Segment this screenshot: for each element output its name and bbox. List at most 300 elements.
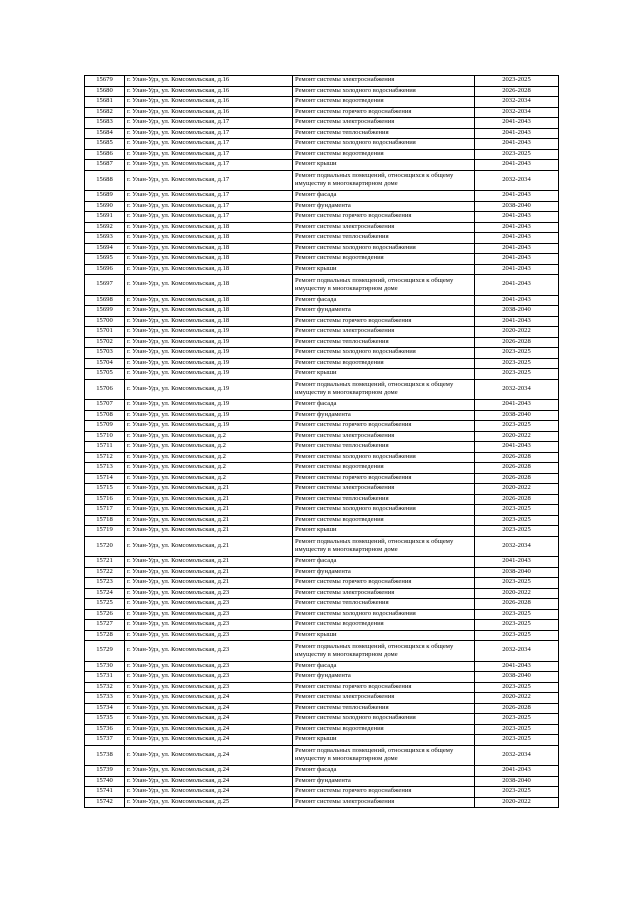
years-cell: 2026-2028 <box>475 473 559 484</box>
row-number-cell: 15713 <box>85 463 125 474</box>
table-row <box>85 578 559 589</box>
address-cell: г. Улан-Удэ, ул. Комсомольская, д.21 <box>125 557 293 568</box>
work-type-cell: Ремонт фундамента <box>293 776 475 787</box>
row-number-cell: 15740 <box>85 776 125 787</box>
address-cell: г. Улан-Удэ, ул. Комсомольская, д.21 <box>125 578 293 589</box>
row-number-cell: 15728 <box>85 630 125 641</box>
years-cell: 2041-2043 <box>475 275 559 296</box>
table-row <box>85 620 559 631</box>
table-row <box>85 442 559 453</box>
work-type-cell: Ремонт системы электроснабжения <box>293 118 475 129</box>
years-cell: 2020-2022 <box>475 431 559 442</box>
work-type-cell: Ремонт крыши <box>293 526 475 537</box>
address-cell: г. Улан-Удэ, ул. Комсомольская, д.2 <box>125 442 293 453</box>
row-number-cell: 15738 <box>85 745 125 766</box>
work-type-cell: Ремонт подвальных помещений, относящихся к общему имуществу в многоквартирном доме <box>293 170 475 191</box>
years-cell: 2041-2043 <box>475 160 559 171</box>
work-type-cell: Ремонт системы горячего водоснабжения <box>293 473 475 484</box>
table-row <box>85 494 559 505</box>
work-type-cell: Ремонт системы теплоснабжения <box>293 442 475 453</box>
address-cell: г. Улан-Удэ, ул. Комсомольская, д.19 <box>125 337 293 348</box>
table-row <box>85 86 559 97</box>
table-row <box>85 212 559 223</box>
years-cell: 2023-2025 <box>475 505 559 516</box>
row-number-cell: 15712 <box>85 452 125 463</box>
address-cell: г. Улан-Удэ, ул. Комсомольская, д.23 <box>125 682 293 693</box>
work-type-cell: Ремонт системы теплоснабжения <box>293 337 475 348</box>
row-number-cell: 15721 <box>85 557 125 568</box>
row-number-cell: 15696 <box>85 264 125 275</box>
work-type-cell: Ремонт системы теплоснабжения <box>293 703 475 714</box>
row-number-cell: 15733 <box>85 693 125 704</box>
address-cell: г. Улан-Удэ, ул. Комсомольская, д.23 <box>125 672 293 683</box>
years-cell: 2023-2025 <box>475 714 559 725</box>
address-cell: г. Улан-Удэ, ул. Комсомольская, д.24 <box>125 745 293 766</box>
table-row <box>85 557 559 568</box>
address-cell: г. Улан-Удэ, ул. Комсомольская, д.18 <box>125 243 293 254</box>
work-type-cell: Ремонт подвальных помещений, относящихся к общему имуществу в многоквартирном доме <box>293 379 475 400</box>
work-type-cell: Ремонт фундамента <box>293 672 475 683</box>
table-row <box>85 473 559 484</box>
table-row <box>85 431 559 442</box>
work-type-cell: Ремонт подвальных помещений, относящихся к общему имуществу в многоквартирном доме <box>293 641 475 662</box>
row-number-cell: 15705 <box>85 369 125 380</box>
work-type-cell: Ремонт фундамента <box>293 201 475 212</box>
row-number-cell: 15711 <box>85 442 125 453</box>
table-row <box>85 609 559 620</box>
row-number-cell: 15684 <box>85 128 125 139</box>
work-type-cell: Ремонт системы горячего водоснабжения <box>293 421 475 432</box>
address-cell: г. Улан-Удэ, ул. Комсомольская, д.21 <box>125 515 293 526</box>
table-row <box>85 107 559 118</box>
years-cell: 2041-2043 <box>475 128 559 139</box>
row-number-cell: 15714 <box>85 473 125 484</box>
table-row <box>85 484 559 495</box>
address-cell: г. Улан-Удэ, ул. Комсомольская, д.21 <box>125 505 293 516</box>
years-cell: 2023-2025 <box>475 421 559 432</box>
table-row <box>85 766 559 777</box>
row-number-cell: 15722 <box>85 567 125 578</box>
row-number-cell: 15698 <box>85 295 125 306</box>
years-cell: 2041-2043 <box>475 442 559 453</box>
row-number-cell: 15702 <box>85 337 125 348</box>
row-number-cell: 15736 <box>85 724 125 735</box>
years-cell: 2041-2043 <box>475 212 559 223</box>
row-number-cell: 15719 <box>85 526 125 537</box>
years-cell: 2032-2034 <box>475 170 559 191</box>
work-type-cell: Ремонт системы водоотведения <box>293 149 475 160</box>
years-cell: 2041-2043 <box>475 233 559 244</box>
years-cell: 2041-2043 <box>475 243 559 254</box>
row-number-cell: 15682 <box>85 107 125 118</box>
address-cell: г. Улан-Удэ, ул. Комсомольская, д.2 <box>125 473 293 484</box>
address-cell: г. Улан-Удэ, ул. Комсомольская, д.19 <box>125 369 293 380</box>
row-number-cell: 15695 <box>85 254 125 265</box>
work-type-cell: Ремонт фасада <box>293 557 475 568</box>
row-number-cell: 15693 <box>85 233 125 244</box>
work-type-cell: Ремонт системы холодного водоснабжения <box>293 609 475 620</box>
years-cell: 2020-2022 <box>475 327 559 338</box>
address-cell: г. Улан-Удэ, ул. Комсомольская, д.24 <box>125 724 293 735</box>
years-cell: 2041-2043 <box>475 191 559 202</box>
years-cell: 2041-2043 <box>475 557 559 568</box>
address-cell: г. Улан-Удэ, ул. Комсомольская, д.17 <box>125 191 293 202</box>
row-number-cell: 15699 <box>85 306 125 317</box>
work-type-cell: Ремонт системы холодного водоснабжения <box>293 348 475 359</box>
address-cell: г. Улан-Удэ, ул. Комсомольская, д.17 <box>125 170 293 191</box>
address-cell: г. Улан-Удэ, ул. Комсомольская, д.18 <box>125 295 293 306</box>
table-row <box>85 682 559 693</box>
row-number-cell: 15716 <box>85 494 125 505</box>
work-type-cell: Ремонт фундамента <box>293 306 475 317</box>
row-number-cell: 15729 <box>85 641 125 662</box>
years-cell: 2023-2025 <box>475 724 559 735</box>
address-cell: г. Улан-Удэ, ул. Комсомольская, д.23 <box>125 630 293 641</box>
work-type-cell: Ремонт системы горячего водоснабжения <box>293 682 475 693</box>
table-body <box>85 76 559 808</box>
work-type-cell: Ремонт подвальных помещений, относящихся к общему имуществу в многоквартирном доме <box>293 536 475 557</box>
row-number-cell: 15687 <box>85 160 125 171</box>
work-type-cell: Ремонт системы водоотведения <box>293 254 475 265</box>
address-cell: г. Улан-Удэ, ул. Комсомольская, д.18 <box>125 254 293 265</box>
table-row <box>85 369 559 380</box>
row-number-cell: 15730 <box>85 661 125 672</box>
table-row <box>85 703 559 714</box>
work-type-cell: Ремонт системы теплоснабжения <box>293 233 475 244</box>
table-row <box>85 599 559 610</box>
years-cell: 2026-2028 <box>475 337 559 348</box>
table-row <box>85 452 559 463</box>
table-row <box>85 536 559 557</box>
years-cell: 2023-2025 <box>475 787 559 798</box>
table-row <box>85 505 559 516</box>
years-cell: 2026-2028 <box>475 463 559 474</box>
work-type-cell: Ремонт системы водоотведения <box>293 463 475 474</box>
table-row <box>85 661 559 672</box>
work-type-cell: Ремонт системы электроснабжения <box>293 588 475 599</box>
address-cell: г. Улан-Удэ, ул. Комсомольская, д.23 <box>125 588 293 599</box>
work-type-cell: Ремонт системы холодного водоснабжения <box>293 139 475 150</box>
years-cell: 2041-2043 <box>475 264 559 275</box>
years-cell: 2041-2043 <box>475 316 559 327</box>
row-number-cell: 15686 <box>85 149 125 160</box>
table-row <box>85 379 559 400</box>
table-row <box>85 327 559 338</box>
address-cell: г. Улан-Удэ, ул. Комсомольская, д.23 <box>125 609 293 620</box>
address-cell: г. Улан-Удэ, ул. Комсомольская, д.24 <box>125 693 293 704</box>
table-row <box>85 693 559 704</box>
address-cell: г. Улан-Удэ, ул. Комсомольская, д.21 <box>125 526 293 537</box>
work-type-cell: Ремонт крыши <box>293 160 475 171</box>
row-number-cell: 15737 <box>85 735 125 746</box>
work-type-cell: Ремонт крыши <box>293 735 475 746</box>
years-cell: 2023-2025 <box>475 149 559 160</box>
table-row <box>85 672 559 683</box>
years-cell: 2020-2022 <box>475 797 559 808</box>
address-cell: г. Улан-Удэ, ул. Комсомольская, д.2 <box>125 463 293 474</box>
row-number-cell: 15680 <box>85 86 125 97</box>
table-row <box>85 787 559 798</box>
years-cell: 2032-2034 <box>475 536 559 557</box>
table-row <box>85 160 559 171</box>
work-type-cell: Ремонт системы электроснабжения <box>293 327 475 338</box>
address-cell: г. Улан-Удэ, ул. Комсомольская, д.24 <box>125 766 293 777</box>
address-cell: г. Улан-Удэ, ул. Комсомольская, д.17 <box>125 149 293 160</box>
work-type-cell: Ремонт системы электроснабжения <box>293 76 475 87</box>
table-row <box>85 421 559 432</box>
years-cell: 2038-2040 <box>475 567 559 578</box>
work-type-cell: Ремонт системы горячего водоснабжения <box>293 212 475 223</box>
address-cell: г. Улан-Удэ, ул. Комсомольская, д.25 <box>125 797 293 808</box>
work-type-cell: Ремонт системы холодного водоснабжения <box>293 243 475 254</box>
row-number-cell: 15739 <box>85 766 125 777</box>
row-number-cell: 15689 <box>85 191 125 202</box>
work-type-cell: Ремонт фасада <box>293 400 475 411</box>
address-cell: г. Улан-Удэ, ул. Комсомольская, д.19 <box>125 400 293 411</box>
years-cell: 2026-2028 <box>475 86 559 97</box>
table-row <box>85 243 559 254</box>
table-row <box>85 118 559 129</box>
work-type-cell: Ремонт системы теплоснабжения <box>293 494 475 505</box>
years-cell: 2023-2025 <box>475 630 559 641</box>
address-cell: г. Улан-Удэ, ул. Комсомольская, д.17 <box>125 201 293 212</box>
work-type-cell: Ремонт крыши <box>293 264 475 275</box>
table-row <box>85 264 559 275</box>
table-row <box>85 170 559 191</box>
years-cell: 2023-2025 <box>475 609 559 620</box>
address-cell: г. Улан-Удэ, ул. Комсомольская, д.19 <box>125 379 293 400</box>
row-number-cell: 15741 <box>85 787 125 798</box>
row-number-cell: 15691 <box>85 212 125 223</box>
row-number-cell: 15694 <box>85 243 125 254</box>
table-row <box>85 358 559 369</box>
table-row <box>85 149 559 160</box>
years-cell: 2032-2034 <box>475 379 559 400</box>
address-cell: г. Улан-Удэ, ул. Комсомольская, д.16 <box>125 107 293 118</box>
address-cell: г. Улан-Удэ, ул. Комсомольская, д.16 <box>125 97 293 108</box>
years-cell: 2038-2040 <box>475 201 559 212</box>
row-number-cell: 15679 <box>85 76 125 87</box>
address-cell: г. Улан-Удэ, ул. Комсомольская, д.21 <box>125 494 293 505</box>
work-type-cell: Ремонт системы водоотведения <box>293 620 475 631</box>
table-row <box>85 222 559 233</box>
years-cell: 2041-2043 <box>475 400 559 411</box>
work-type-cell: Ремонт крыши <box>293 630 475 641</box>
row-number-cell: 15683 <box>85 118 125 129</box>
row-number-cell: 15715 <box>85 484 125 495</box>
row-number-cell: 15732 <box>85 682 125 693</box>
row-number-cell: 15726 <box>85 609 125 620</box>
work-type-cell: Ремонт системы водоотведения <box>293 97 475 108</box>
table-row <box>85 254 559 265</box>
row-number-cell: 15723 <box>85 578 125 589</box>
address-cell: г. Улан-Удэ, ул. Комсомольская, д.23 <box>125 641 293 662</box>
address-cell: г. Улан-Удэ, ул. Комсомольская, д.18 <box>125 275 293 296</box>
work-type-cell: Ремонт системы холодного водоснабжения <box>293 505 475 516</box>
address-cell: г. Улан-Удэ, ул. Комсомольская, д.2 <box>125 431 293 442</box>
row-number-cell: 15734 <box>85 703 125 714</box>
table-row <box>85 567 559 578</box>
row-number-cell: 15707 <box>85 400 125 411</box>
table-row <box>85 348 559 359</box>
row-number-cell: 15690 <box>85 201 125 212</box>
row-number-cell: 15718 <box>85 515 125 526</box>
table-row <box>85 306 559 317</box>
address-cell: г. Улан-Удэ, ул. Комсомольская, д.16 <box>125 76 293 87</box>
row-number-cell: 15710 <box>85 431 125 442</box>
row-number-cell: 15703 <box>85 348 125 359</box>
table-row <box>85 735 559 746</box>
table-row <box>85 128 559 139</box>
table-row <box>85 630 559 641</box>
work-type-cell: Ремонт системы электроснабжения <box>293 693 475 704</box>
years-cell: 2038-2040 <box>475 410 559 421</box>
work-type-cell: Ремонт подвальных помещений, относящихся к общему имуществу в многоквартирном доме <box>293 275 475 296</box>
address-cell: г. Улан-Удэ, ул. Комсомольская, д.18 <box>125 222 293 233</box>
work-type-cell: Ремонт системы горячего водоснабжения <box>293 578 475 589</box>
row-number-cell: 15727 <box>85 620 125 631</box>
work-type-cell: Ремонт системы электроснабжения <box>293 222 475 233</box>
address-cell: г. Улан-Удэ, ул. Комсомольская, д.24 <box>125 735 293 746</box>
row-number-cell: 15700 <box>85 316 125 327</box>
address-cell: г. Улан-Удэ, ул. Комсомольская, д.18 <box>125 264 293 275</box>
address-cell: г. Улан-Удэ, ул. Комсомольская, д.19 <box>125 421 293 432</box>
address-cell: г. Улан-Удэ, ул. Комсомольская, д.16 <box>125 86 293 97</box>
work-type-cell: Ремонт фасада <box>293 766 475 777</box>
years-cell: 2041-2043 <box>475 766 559 777</box>
row-number-cell: 15735 <box>85 714 125 725</box>
address-cell: г. Улан-Удэ, ул. Комсомольская, д.24 <box>125 776 293 787</box>
years-cell: 2038-2040 <box>475 776 559 787</box>
address-cell: г. Улан-Удэ, ул. Комсомольская, д.17 <box>125 128 293 139</box>
row-number-cell: 15685 <box>85 139 125 150</box>
years-cell: 2032-2034 <box>475 745 559 766</box>
address-cell: г. Улан-Удэ, ул. Комсомольская, д.23 <box>125 599 293 610</box>
address-cell: г. Улан-Удэ, ул. Комсомольская, д.2 <box>125 452 293 463</box>
address-cell: г. Улан-Удэ, ул. Комсомольская, д.24 <box>125 714 293 725</box>
repair-schedule-table <box>84 75 559 808</box>
row-number-cell: 15681 <box>85 97 125 108</box>
years-cell: 2023-2025 <box>475 348 559 359</box>
table-row <box>85 76 559 87</box>
years-cell: 2026-2028 <box>475 452 559 463</box>
years-cell: 2041-2043 <box>475 661 559 672</box>
work-type-cell: Ремонт системы водоотведения <box>293 358 475 369</box>
work-type-cell: Ремонт системы электроснабжения <box>293 797 475 808</box>
table-row <box>85 797 559 808</box>
work-type-cell: Ремонт крыши <box>293 369 475 380</box>
row-number-cell: 15742 <box>85 797 125 808</box>
table-row <box>85 316 559 327</box>
work-type-cell: Ремонт системы горячего водоснабжения <box>293 107 475 118</box>
row-number-cell: 15688 <box>85 170 125 191</box>
address-cell: г. Улан-Удэ, ул. Комсомольская, д.19 <box>125 410 293 421</box>
work-type-cell: Ремонт системы водоотведения <box>293 515 475 526</box>
work-type-cell: Ремонт системы теплоснабжения <box>293 599 475 610</box>
row-number-cell: 15708 <box>85 410 125 421</box>
years-cell: 2026-2028 <box>475 703 559 714</box>
years-cell: 2020-2022 <box>475 693 559 704</box>
table-row <box>85 526 559 537</box>
work-type-cell: Ремонт системы холодного водоснабжения <box>293 714 475 725</box>
years-cell: 2038-2040 <box>475 672 559 683</box>
years-cell: 2023-2025 <box>475 682 559 693</box>
address-cell: г. Улан-Удэ, ул. Комсомольская, д.17 <box>125 118 293 129</box>
years-cell: 2032-2034 <box>475 97 559 108</box>
address-cell: г. Улан-Удэ, ул. Комсомольская, д.17 <box>125 160 293 171</box>
row-number-cell: 15706 <box>85 379 125 400</box>
years-cell: 2041-2043 <box>475 295 559 306</box>
address-cell: г. Улан-Удэ, ул. Комсомольская, д.23 <box>125 620 293 631</box>
years-cell: 2041-2043 <box>475 222 559 233</box>
address-cell: г. Улан-Удэ, ул. Комсомольская, д.19 <box>125 327 293 338</box>
years-cell: 2032-2034 <box>475 641 559 662</box>
table-row <box>85 97 559 108</box>
address-cell: г. Улан-Удэ, ул. Комсомольская, д.21 <box>125 567 293 578</box>
table-row <box>85 410 559 421</box>
table-row <box>85 776 559 787</box>
years-cell: 2023-2025 <box>475 76 559 87</box>
work-type-cell: Ремонт системы холодного водоснабжения <box>293 452 475 463</box>
years-cell: 2032-2034 <box>475 107 559 118</box>
work-type-cell: Ремонт фасада <box>293 661 475 672</box>
work-type-cell: Ремонт фасада <box>293 191 475 202</box>
table-row <box>85 337 559 348</box>
years-cell: 2020-2022 <box>475 588 559 599</box>
years-cell: 2038-2040 <box>475 306 559 317</box>
work-type-cell: Ремонт системы водоотведения <box>293 724 475 735</box>
table-row <box>85 515 559 526</box>
table-row <box>85 714 559 725</box>
address-cell: г. Улан-Удэ, ул. Комсомольская, д.17 <box>125 212 293 223</box>
address-cell: г. Улан-Удэ, ул. Комсомольская, д.18 <box>125 316 293 327</box>
years-cell: 2023-2025 <box>475 578 559 589</box>
address-cell: г. Улан-Удэ, ул. Комсомольская, д.21 <box>125 484 293 495</box>
years-cell: 2026-2028 <box>475 599 559 610</box>
years-cell: 2023-2025 <box>475 369 559 380</box>
address-cell: г. Улан-Удэ, ул. Комсомольская, д.23 <box>125 661 293 672</box>
work-type-cell: Ремонт фундамента <box>293 567 475 578</box>
work-type-cell: Ремонт фундамента <box>293 410 475 421</box>
address-cell: г. Улан-Удэ, ул. Комсомольская, д.24 <box>125 703 293 714</box>
row-number-cell: 15704 <box>85 358 125 369</box>
table-row <box>85 139 559 150</box>
work-type-cell: Ремонт подвальных помещений, относящихся к общему имуществу в многоквартирном доме <box>293 745 475 766</box>
work-type-cell: Ремонт системы электроснабжения <box>293 484 475 495</box>
address-cell: г. Улан-Удэ, ул. Комсомольская, д.17 <box>125 139 293 150</box>
table-row <box>85 191 559 202</box>
address-cell: г. Улан-Удэ, ул. Комсомольская, д.18 <box>125 306 293 317</box>
table-row <box>85 745 559 766</box>
table-row <box>85 724 559 735</box>
row-number-cell: 15725 <box>85 599 125 610</box>
table-row <box>85 400 559 411</box>
table-row <box>85 463 559 474</box>
years-cell: 2041-2043 <box>475 254 559 265</box>
table-row <box>85 295 559 306</box>
table-row <box>85 275 559 296</box>
work-type-cell: Ремонт фасада <box>293 295 475 306</box>
work-type-cell: Ремонт системы горячего водоснабжения <box>293 316 475 327</box>
table-row <box>85 233 559 244</box>
row-number-cell: 15720 <box>85 536 125 557</box>
table-row <box>85 641 559 662</box>
years-cell: 2023-2025 <box>475 526 559 537</box>
address-cell: г. Улан-Удэ, ул. Комсомольская, д.19 <box>125 348 293 359</box>
row-number-cell: 15701 <box>85 327 125 338</box>
table-row <box>85 588 559 599</box>
address-cell: г. Улан-Удэ, ул. Комсомольская, д.24 <box>125 787 293 798</box>
